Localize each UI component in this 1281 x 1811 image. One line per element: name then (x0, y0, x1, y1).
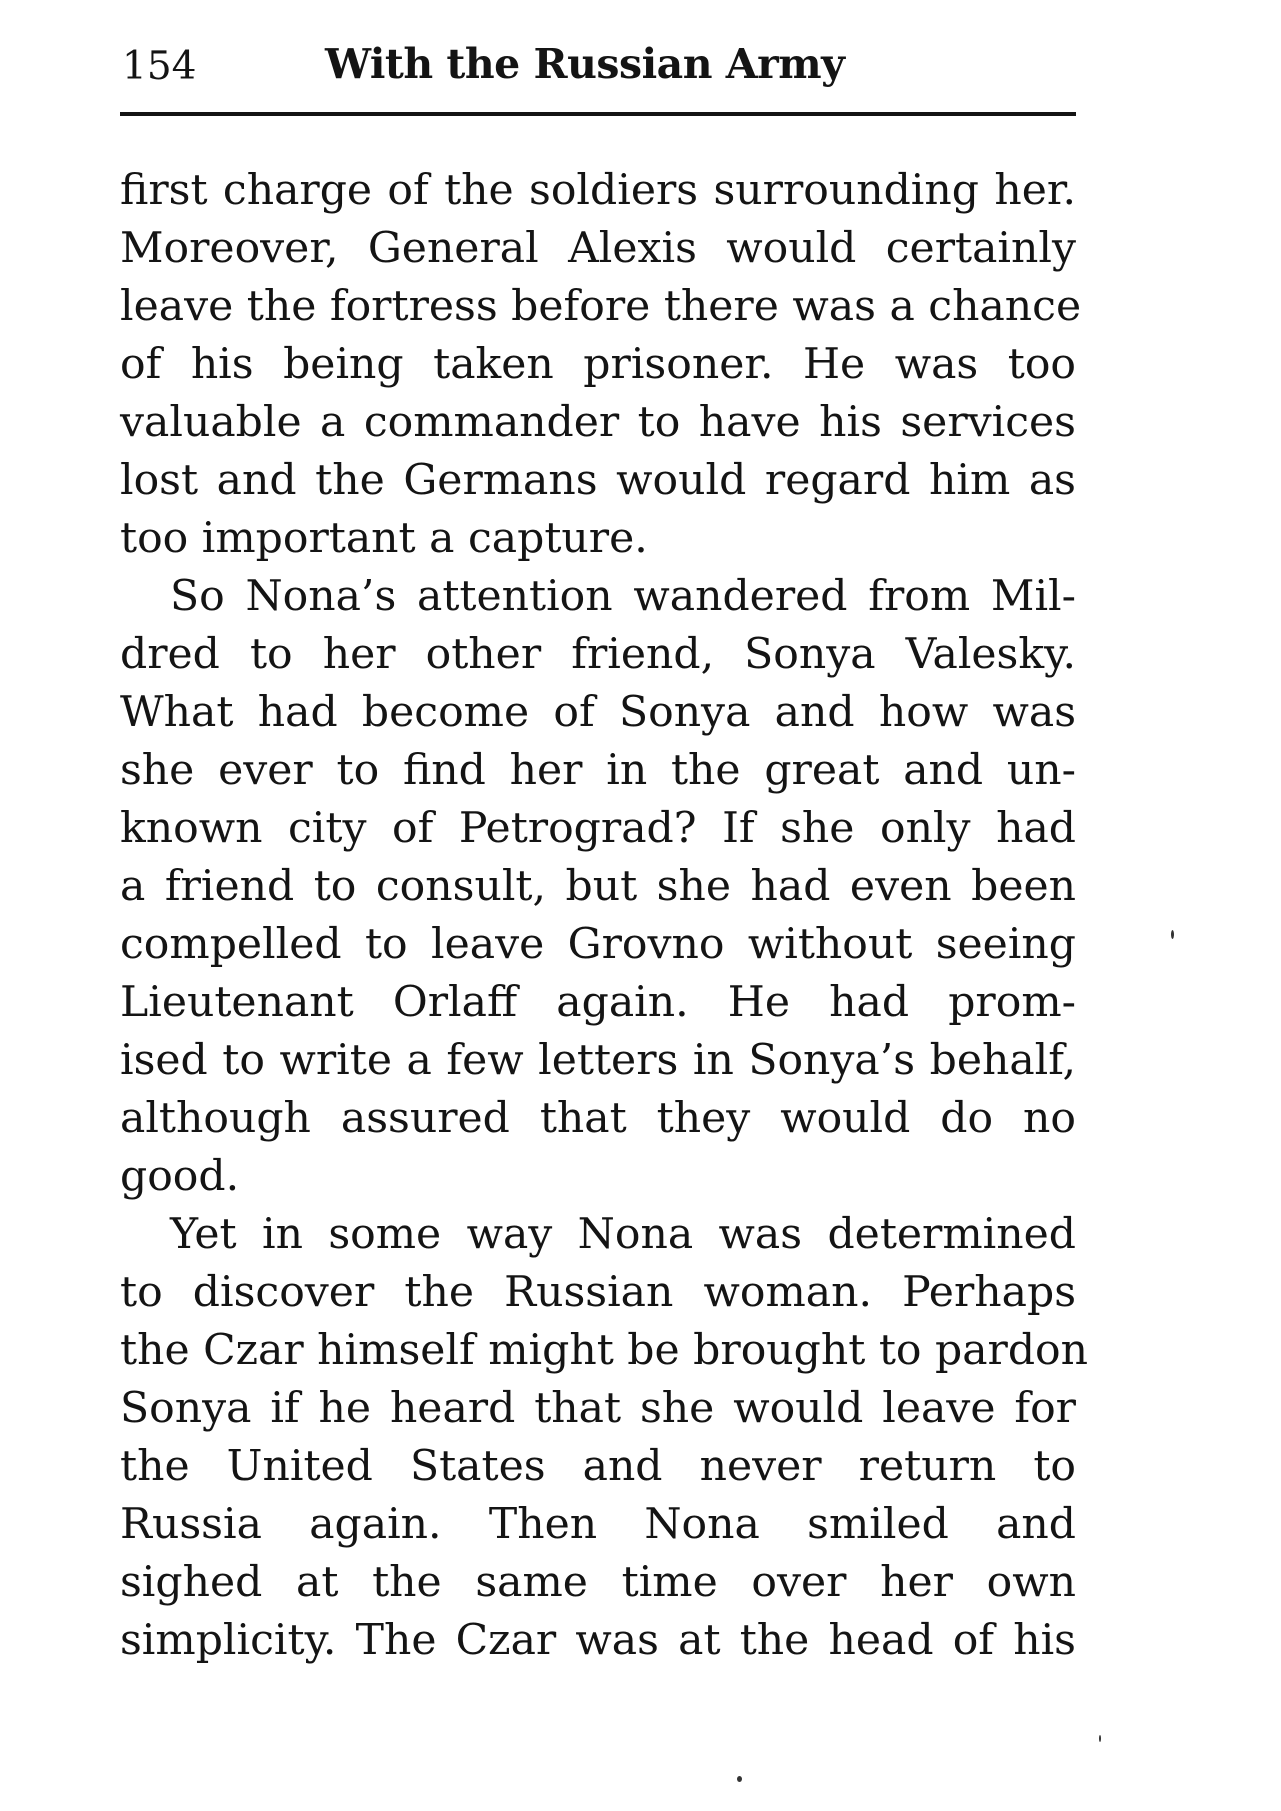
text-line: although assured that they would do no (120, 1094, 1076, 1143)
text-line: the United States and never return to (120, 1442, 1076, 1491)
text-line: Moreover, General Alexis would certainly (120, 224, 1076, 273)
text-line: the Czar himself might be brought to pardon (120, 1326, 1089, 1375)
paragraph (120, 162, 1082, 568)
text-line: of his being taken prisoner. He was too (120, 340, 1076, 389)
text-line: valuable a commander to have his services (120, 398, 1076, 447)
text-line: Russia again. Then Nona smiled and (120, 1500, 1076, 1549)
text-line: first charge of the soldiers surrounding her. (120, 166, 1076, 215)
text-line: leave the fortress before there was a chance (120, 282, 1082, 331)
text-line: Sonya if he heard that she would leave for (120, 1384, 1076, 1433)
book-page (120, 40, 1089, 1670)
text-line: So Nona’s attention wandered from Mil- (170, 572, 1076, 621)
text-line: ised to write a few letters in Sonya’s behalf, (120, 1036, 1076, 1085)
text-line: What had become of Sonya and how was (120, 688, 1076, 737)
scan-speck (1171, 930, 1174, 939)
text-line: lost and the Germans would regard him as (120, 456, 1076, 505)
text-line: known city of Petrograd? If she only had (120, 804, 1076, 853)
text-line: Lieutenant Orlaff again. He had prom- (120, 978, 1076, 1027)
body-text (120, 162, 1089, 1670)
text-line: too important a capture. (120, 514, 648, 563)
running-title: With the Russian Army (325, 40, 845, 88)
text-line: a friend to consult, but she had even been (120, 862, 1076, 911)
text-line: Yet in some way Nona was determined (170, 1210, 1076, 1259)
text-line: she ever to find her in the great and un- (120, 746, 1076, 795)
page-number: 154 (122, 44, 197, 89)
paragraph (120, 1206, 1089, 1670)
scan-speck (1099, 1735, 1101, 1742)
text-line: to discover the Russian woman. Perhaps (120, 1268, 1076, 1317)
running-head (120, 40, 1076, 116)
text-line: dred to her other friend, Sonya Valesky. (120, 630, 1076, 679)
text-line: good. (120, 1152, 240, 1201)
paragraph (120, 568, 1076, 1206)
text-line: sighed at the same time over her own (120, 1558, 1076, 1607)
text-line: compelled to leave Grovno without seeing (120, 920, 1076, 969)
scan-speck (737, 1776, 742, 1782)
text-line: simplicity. The Czar was at the head of his (120, 1616, 1076, 1665)
